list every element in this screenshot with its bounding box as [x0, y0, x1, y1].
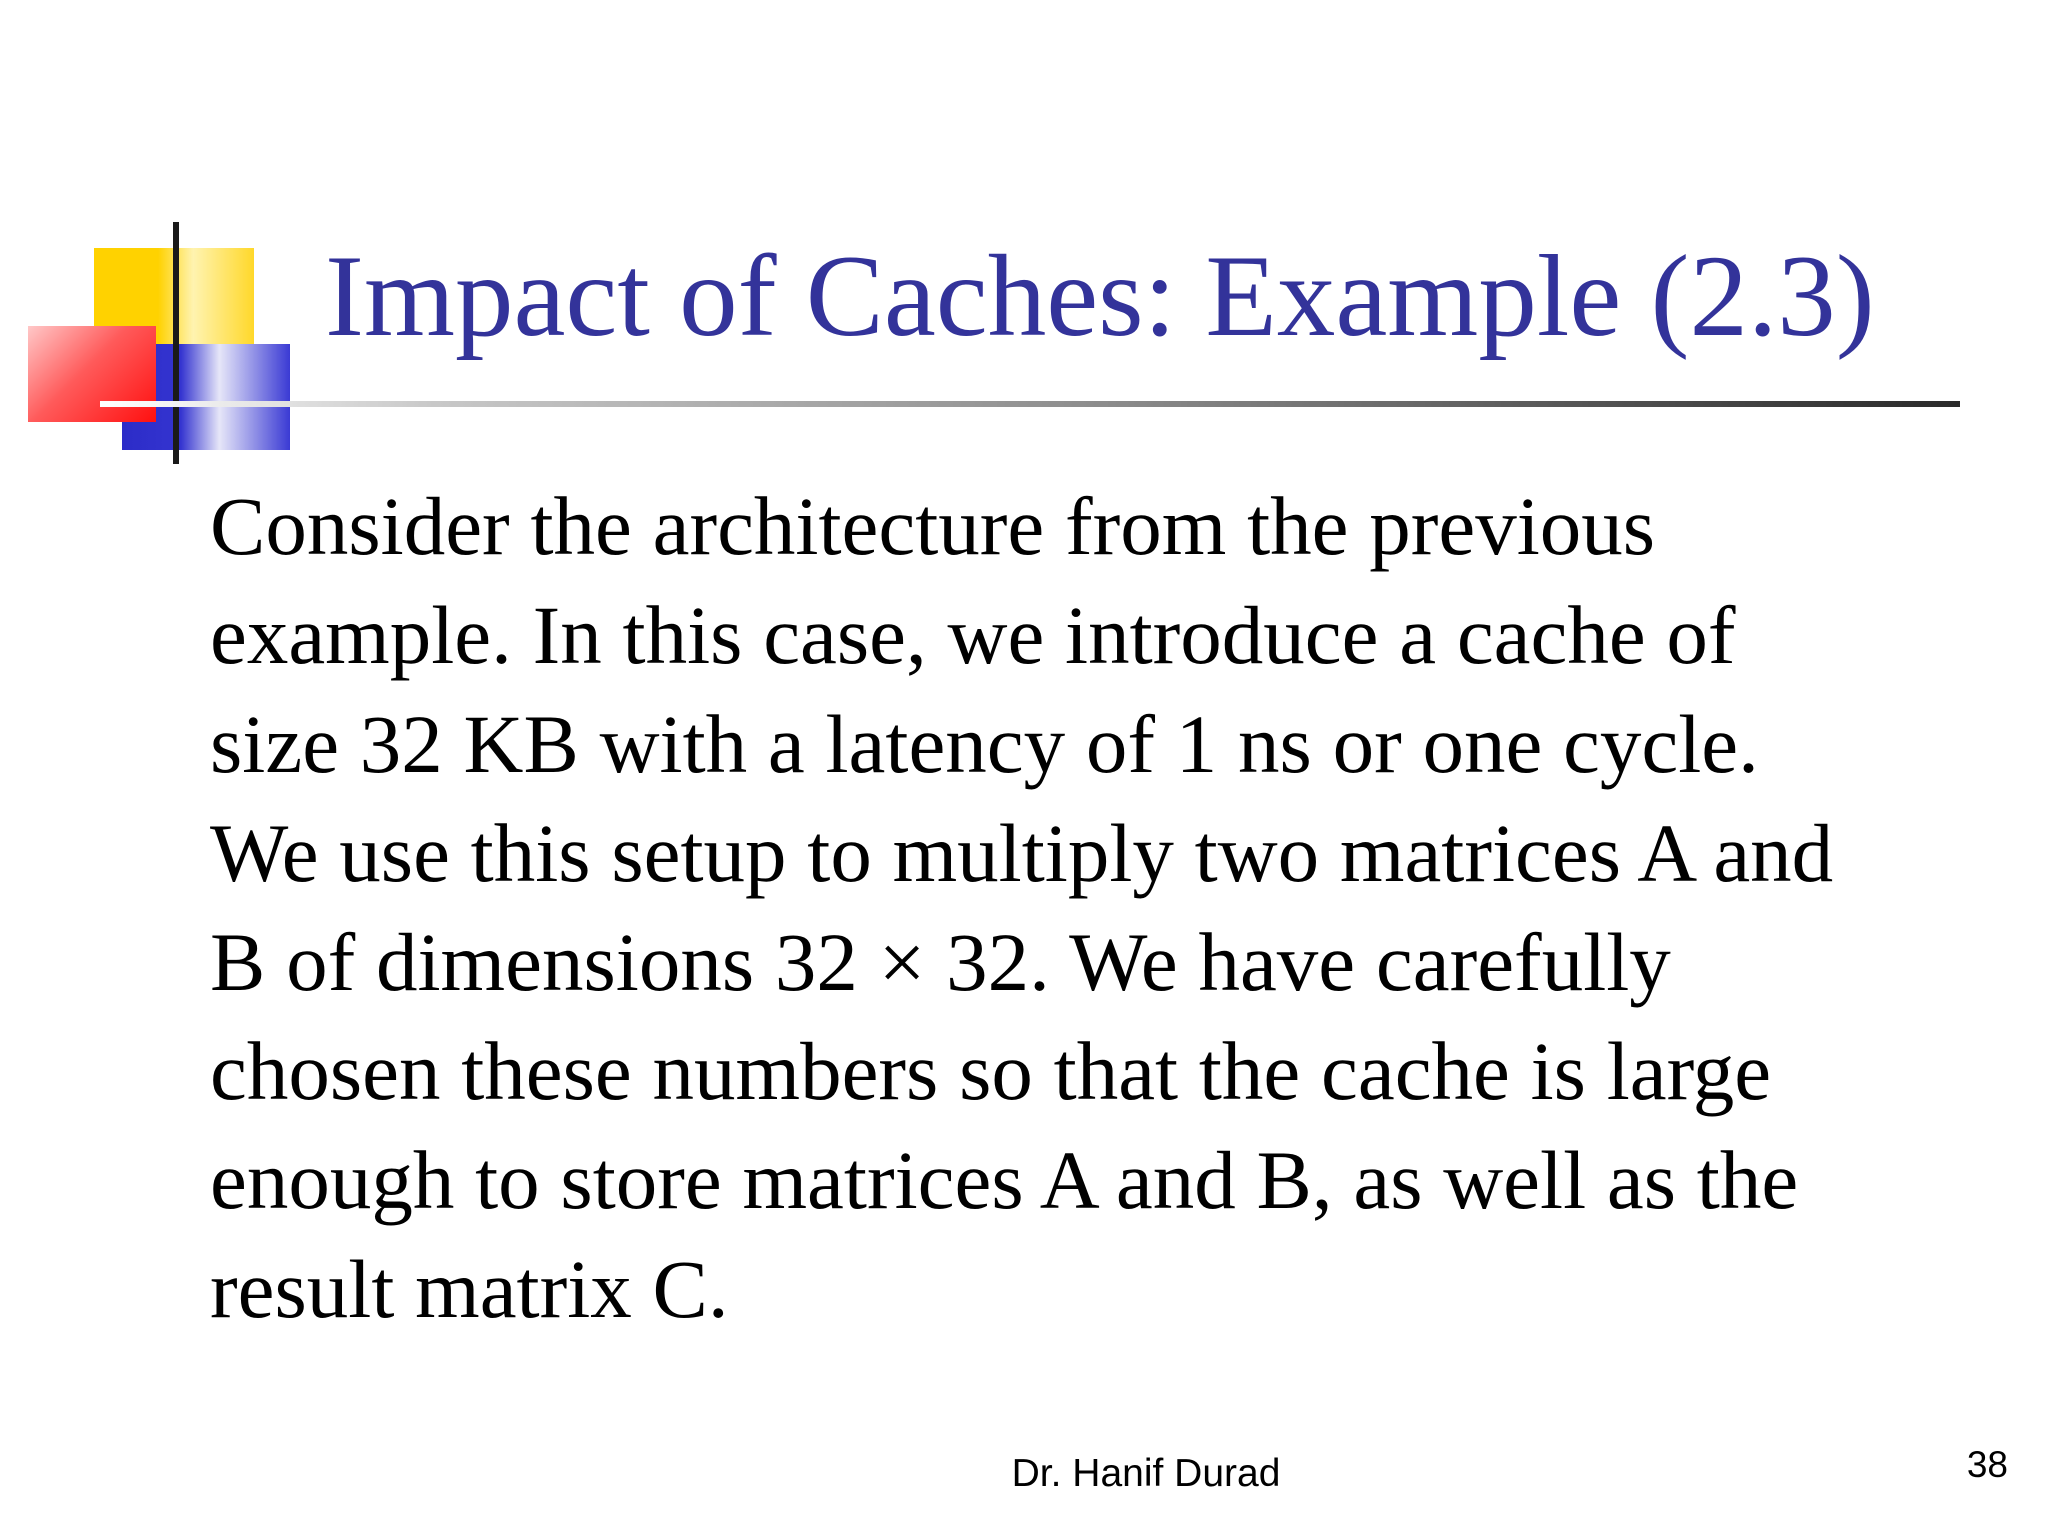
footer-author: Dr. Hanif Durad [1011, 1452, 1281, 1495]
body-line: size 32 KB with a latency of 1 ns or one cycle. [210, 698, 1759, 790]
body-line: example. In this case, we introduce a cache of [210, 589, 1736, 681]
body-line: B of dimensions 32 × 32. We have carefully [210, 916, 1671, 1008]
body-line: chosen these numbers so that the cache is large [210, 1025, 1772, 1117]
red-square-decoration [28, 326, 156, 422]
title-underline [100, 401, 1960, 407]
body-line: result matrix C. [210, 1243, 729, 1335]
slide-logo-graphic [0, 0, 300, 480]
body-line: enough to store matrices A and B, as well as the [210, 1134, 1799, 1226]
body-line: We use this setup to multiply two matrices A and [210, 807, 1834, 899]
page-number: 38 [1966, 1444, 2008, 1485]
slide-body [210, 472, 2030, 1344]
vertical-line-decoration [173, 222, 179, 464]
body-line: Consider the architecture from the previous [210, 480, 1656, 572]
slide-title: Impact of Caches: Example (2.3) [325, 232, 1875, 361]
